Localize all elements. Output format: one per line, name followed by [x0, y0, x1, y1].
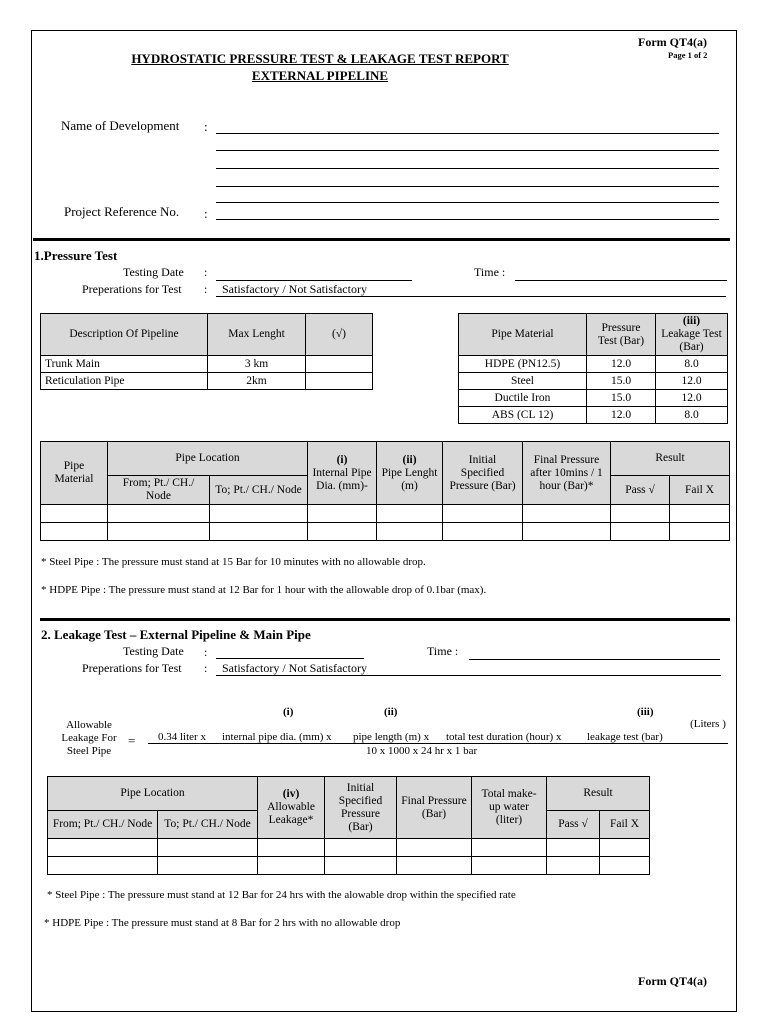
formula-num-iii: (iii)	[637, 706, 654, 718]
formula-label	[52, 719, 126, 758]
preparations-value[interactable]: Satisfactory / Not Satisfactory	[222, 282, 367, 296]
input-cell[interactable]	[523, 523, 611, 541]
section-divider	[40, 618, 730, 621]
preparations-underline	[216, 296, 726, 297]
col-header: Pipe Location	[108, 442, 308, 476]
col-header	[258, 777, 325, 839]
leakage-record-table	[47, 776, 650, 875]
col-header: To; Pt./ CH./ Node	[210, 476, 308, 505]
input-cell[interactable]	[523, 505, 611, 523]
formula-label-line: Steel Pipe	[66, 745, 112, 757]
input-cell[interactable]	[258, 857, 325, 875]
colon: :	[204, 119, 208, 134]
input-cell[interactable]	[41, 523, 108, 541]
input-cell[interactable]	[308, 505, 377, 523]
hdpe-note: * HDPE Pipe : The pressure must stand at 8 Bar for 2 hrs with no allowable drop	[44, 917, 401, 929]
input-cell[interactable]	[611, 523, 670, 541]
input-cell[interactable]	[41, 505, 108, 523]
input-cell[interactable]	[325, 857, 397, 875]
pipeline-table	[40, 313, 373, 390]
leakage-header: Leakage Test (Bar)	[661, 328, 722, 353]
col-header: Initial Specified Pressure (Bar)	[443, 442, 523, 505]
preparations-label: Preperations for Test	[82, 661, 182, 675]
formula-term: leakage test (bar)	[587, 731, 663, 743]
input-cell[interactable]	[670, 505, 730, 523]
table-cell: 12.0	[656, 390, 728, 407]
pressure-record-table	[40, 441, 730, 541]
input-cell[interactable]	[325, 839, 397, 857]
colon: :	[204, 282, 208, 296]
input-cell[interactable]	[547, 839, 600, 857]
input-cell[interactable]	[547, 857, 600, 875]
time-label: Time :	[474, 265, 506, 279]
table-cell: 8.0	[656, 407, 728, 424]
preparations-value[interactable]: Satisfactory / Not Satisfactory	[222, 661, 367, 675]
colon: :	[204, 265, 208, 279]
formula-term: internal pipe dia. (mm) x	[222, 731, 332, 743]
col-header: Pipe Material	[459, 314, 587, 356]
table-cell: HDPE (PN12.5)	[459, 356, 587, 373]
col-header: Pressure Test (Bar)	[587, 314, 656, 356]
input-cell[interactable]	[158, 857, 258, 875]
reference-label: Project Reference No.	[64, 204, 180, 219]
input-cell[interactable]	[472, 839, 547, 857]
col-header: Fail X	[600, 811, 650, 839]
input-cell[interactable]	[48, 839, 158, 857]
steel-note: * Steel Pipe : The pressure must stand at 12 Bar for 24 hrs with the alowable drop within the specified rate	[47, 889, 516, 901]
table-cell: Ductile Iron	[459, 390, 587, 407]
length-header: Pipe Lenght (m)	[381, 466, 438, 492]
col-header: Result	[547, 777, 650, 811]
development-input-line[interactable]	[216, 168, 719, 169]
col-header: Initial Specified Pressure (Bar)	[325, 777, 397, 839]
formula-label-line: Allowable	[66, 719, 112, 731]
development-label: Name of Development	[61, 118, 180, 133]
col-header: From; Pt./ CH./ Node	[108, 476, 210, 505]
reference-input-line[interactable]	[216, 202, 719, 203]
col-header: Pipe Material	[41, 442, 108, 505]
col-header	[377, 442, 443, 505]
time-input[interactable]	[515, 280, 727, 281]
testing-date-label: Testing Date	[123, 644, 184, 658]
input-cell[interactable]	[210, 523, 308, 541]
formula-term: 0.34 liter x	[158, 731, 206, 743]
input-cell[interactable]	[48, 857, 158, 875]
table-cell: Steel	[459, 373, 587, 390]
dia-num: (i)	[336, 453, 348, 466]
input-cell[interactable]	[443, 505, 523, 523]
col-header: Max Lenght	[208, 314, 306, 356]
input-cell[interactable]	[611, 505, 670, 523]
leakage-num: (iii)	[682, 315, 701, 327]
check-cell[interactable]	[306, 373, 373, 390]
table-cell: 12.0	[587, 407, 656, 424]
colon: :	[204, 661, 208, 675]
col-header: Pass √	[611, 476, 670, 505]
table-cell: 15.0	[587, 390, 656, 407]
input-cell[interactable]	[377, 505, 443, 523]
input-cell[interactable]	[397, 839, 472, 857]
input-cell[interactable]	[600, 857, 650, 875]
col-header: (√)	[306, 314, 373, 356]
input-cell[interactable]	[308, 523, 377, 541]
col-header: Pass √	[547, 811, 600, 839]
formula-denominator: 10 x 1000 x 24 hr x 1 bar	[366, 745, 478, 757]
colon: :	[204, 645, 208, 659]
fraction-bar	[148, 743, 728, 744]
reference-input-line[interactable]	[216, 219, 719, 220]
col-header: Pipe Location	[48, 777, 258, 811]
table-cell: Reticulation Pipe	[41, 373, 208, 390]
col-header: Total make-up water (liter)	[472, 777, 547, 839]
testing-date-label: Testing Date	[123, 265, 184, 279]
table-cell: Trunk Main	[41, 356, 208, 373]
page-indicator: Page 1 of 2	[668, 50, 708, 60]
time-label: Time :	[427, 644, 459, 658]
col-header: Final Pressure after 10mins / 1 hour (Bar)*	[523, 442, 611, 505]
col-header: From; Pt./ CH./ Node	[48, 811, 158, 839]
formula-equals: =	[128, 733, 136, 748]
table-cell: 12.0	[587, 356, 656, 373]
formula-term: pipe length (m) x	[353, 731, 430, 743]
material-table	[458, 313, 728, 424]
time-input[interactable]	[469, 659, 720, 660]
input-cell[interactable]	[443, 523, 523, 541]
input-cell[interactable]	[258, 839, 325, 857]
form-title: HYDROSTATIC PRESSURE TEST & LEAKAGE TEST REPORT	[131, 51, 509, 66]
development-input-line[interactable]	[216, 186, 719, 187]
table-cell: 8.0	[656, 356, 728, 373]
development-input-line[interactable]	[216, 133, 719, 134]
col-header: To; Pt./ CH./ Node	[158, 811, 258, 839]
preparations-underline	[216, 675, 721, 676]
dia-header: Internal Pipe Dia. (mm)-	[312, 466, 372, 492]
allowable-header: Allowable Leakage*	[267, 801, 315, 826]
input-cell[interactable]	[210, 505, 308, 523]
formula-term: total test duration (hour) x	[446, 731, 562, 743]
col-header: Description Of Pipeline	[41, 314, 208, 356]
form-code: Form QT4(a)	[638, 35, 707, 49]
col-header: Final Pressure (Bar)	[397, 777, 472, 839]
testing-date-input[interactable]	[216, 658, 364, 659]
preparations-label: Preperations for Test	[82, 282, 182, 296]
table-cell: 12.0	[656, 373, 728, 390]
input-cell[interactable]	[472, 857, 547, 875]
col-header	[656, 314, 728, 356]
steel-note: * Steel Pipe : The pressure must stand at 15 Bar for 10 minutes with no allowable drop.	[41, 556, 426, 568]
input-cell[interactable]	[600, 839, 650, 857]
col-header: Result	[611, 442, 730, 476]
formula-label-line: Leakage For	[61, 732, 117, 744]
input-cell[interactable]	[397, 857, 472, 875]
table-cell: 3 km	[208, 356, 306, 373]
input-cell[interactable]	[158, 839, 258, 857]
formula-unit: (Liters )	[690, 718, 726, 730]
footer-form-code: Form QT4(a)	[638, 974, 707, 988]
input-cell[interactable]	[377, 523, 443, 541]
col-header: Fail X	[670, 476, 730, 505]
length-num: (ii)	[402, 453, 417, 466]
check-cell[interactable]	[306, 356, 373, 373]
table-cell: 15.0	[587, 373, 656, 390]
section-divider	[33, 238, 730, 241]
table-cell: ABS (CL 12)	[459, 407, 587, 424]
pressure-test-heading: 1.Pressure Test	[34, 248, 118, 263]
table-cell: 2km	[208, 373, 306, 390]
formula-num-ii: (ii)	[384, 706, 398, 718]
input-cell[interactable]	[108, 523, 210, 541]
formula-num-i: (i)	[283, 706, 294, 718]
input-cell[interactable]	[670, 523, 730, 541]
leakage-test-heading: 2. Leakage Test – External Pipeline & Main Pipe	[41, 627, 311, 642]
development-input-line[interactable]	[216, 150, 719, 151]
testing-date-input[interactable]	[216, 280, 412, 281]
form-subtitle: EXTERNAL PIPELINE	[251, 68, 389, 83]
hdpe-note: * HDPE Pipe : The pressure must stand at 12 Bar for 1 hour with the allowable drop of 0.1bar (max).	[41, 584, 487, 596]
allowable-num: (iv)	[282, 788, 300, 800]
col-header	[308, 442, 377, 505]
input-cell[interactable]	[108, 505, 210, 523]
colon: :	[204, 206, 208, 221]
